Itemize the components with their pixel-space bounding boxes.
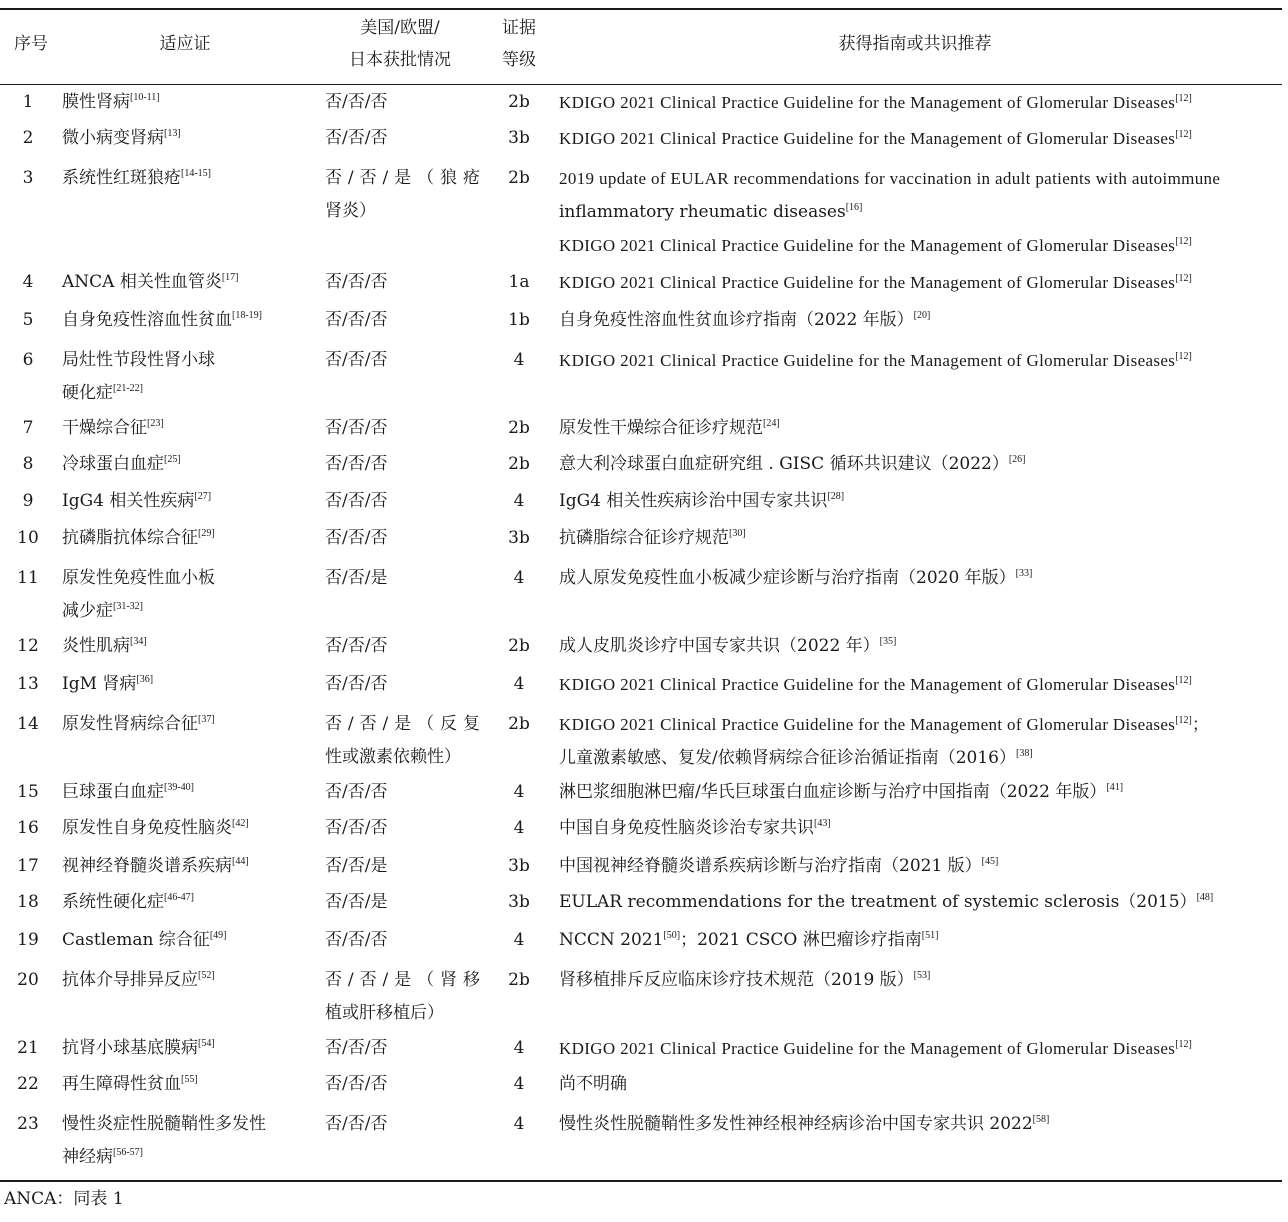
row-indication: Castleman 综合征[49]: [62, 930, 227, 950]
citation-ref: [39-40]: [164, 782, 194, 793]
row-number: 23: [17, 1114, 39, 1134]
row-indication: 原发性自身免疫性脑炎[42]: [62, 818, 249, 838]
row-approval: 否/否/是（肾移 植或肝移植后）: [325, 970, 480, 1023]
table-header-rule: [0, 84, 1282, 85]
citation-ref: [12]: [1175, 1039, 1192, 1050]
row-guideline: 抗磷脂综合征诊疗规范[30]: [559, 528, 746, 548]
citation-ref: [17]: [221, 272, 239, 283]
citation-ref: [24]: [763, 418, 780, 429]
row-evidence-level: 2b: [508, 168, 530, 188]
citation-ref: [42]: [232, 818, 249, 829]
row-indication: 慢性炎症性脱髓鞘性多发性 神经病[56-57]: [62, 1114, 266, 1167]
header-approval-line1: 美国/欧盟/: [360, 18, 440, 38]
row-approval: 否/否/否: [325, 491, 388, 511]
row-evidence-level: 1a: [508, 272, 530, 292]
row-evidence-level: 3b: [508, 856, 530, 876]
header-indication: 适应证: [159, 34, 211, 54]
row-guideline: KDIGO 2021 Clinical Practice Guideline for the Management of Glomerular Diseases[12]: [559, 1039, 1192, 1058]
row-number: 15: [17, 782, 39, 802]
row-guideline: KDIGO 2021 Clinical Practice Guideline for the Management of Glomerular Diseases[12]: [559, 351, 1192, 370]
citation-ref: [48]: [1196, 892, 1214, 903]
row-number: 20: [17, 970, 39, 990]
citation-ref: [12]: [1175, 236, 1192, 247]
citation-ref: [12]: [1175, 273, 1192, 284]
row-approval: 否/否/否: [325, 930, 388, 950]
citation-ref: [27]: [194, 491, 212, 502]
citation-ref: [37]: [198, 714, 215, 725]
citation-ref: [23]: [147, 418, 164, 429]
row-number: 13: [17, 674, 39, 694]
row-number: 22: [17, 1074, 39, 1094]
row-evidence-level: 4: [513, 491, 525, 511]
citation-ref: [12]: [1175, 351, 1192, 362]
row-indication: 膜性肾病[10-11]: [62, 92, 160, 112]
citation-ref: [31-32]: [113, 601, 143, 612]
row-indication: 原发性免疫性血小板 减少症[31-32]: [62, 568, 215, 621]
row-approval: 否/否/否: [325, 528, 388, 548]
citation-ref: [28]: [827, 491, 845, 502]
row-evidence-level: 3b: [508, 892, 530, 912]
row-indication: 巨球蛋白血症[39-40]: [62, 782, 194, 802]
citation-ref: [12]: [1175, 675, 1192, 686]
row-evidence-level: 4: [513, 1074, 525, 1094]
row-number: 2: [22, 128, 34, 148]
row-approval: 否/否/否: [325, 454, 388, 474]
row-approval: 否/否/是: [325, 892, 388, 912]
header-guideline: 获得指南或共识推荐: [838, 34, 992, 54]
citation-ref: [41]: [1106, 782, 1124, 793]
header-approval-line2: 日本获批情况: [349, 50, 451, 70]
row-indication: 再生障碍性贫血[55]: [62, 1074, 198, 1094]
citation-ref: [12]: [1175, 93, 1192, 104]
row-indication: IgM 肾病[36]: [62, 674, 154, 694]
row-approval: 否/否/否: [325, 418, 388, 438]
citation-ref: [38]: [1016, 748, 1033, 759]
citation-ref: [51]: [921, 930, 939, 941]
header-level: [490, 12, 548, 76]
row-approval: 否/否/否: [325, 674, 388, 694]
citation-ref: [30]: [729, 528, 746, 539]
row-guideline: 慢性炎性脱髓鞘性多发性神经根神经病诊治中国专家共识 2022[58]: [559, 1114, 1050, 1134]
citation-ref: [21-22]: [113, 383, 143, 394]
citation-ref: [58]: [1032, 1114, 1050, 1125]
row-guideline: 成人皮肌炎诊疗中国专家共识（2022 年）[35]: [559, 636, 897, 656]
row-guideline: KDIGO 2021 Clinical Practice Guideline for the Management of Glomerular Diseases[12]； 儿童激素敏感、复发/依赖肾病综合征诊治循证指南（2016）[38]: [559, 715, 1209, 768]
row-guideline: NCCN 2021[50]；2021 CSCO 淋巴瘤诊疗指南[51]: [559, 930, 939, 950]
row-indication: 自身免疫性溶血性贫血[18-19]: [62, 310, 262, 330]
citation-ref: [33]: [1015, 568, 1033, 579]
row-approval: 否/否/否: [325, 818, 388, 838]
row-number: 8: [22, 454, 34, 474]
row-approval: 否/否/是（反复 性或激素依赖性）: [325, 714, 480, 767]
row-indication: 原发性肾病综合征[37]: [62, 714, 215, 734]
row-number: 21: [17, 1038, 39, 1058]
row-approval: 否/否/否: [325, 1114, 388, 1134]
row-guideline: 意大利冷球蛋白血症研究组 . GISC 循环共识建议（2022）[26]: [559, 454, 1026, 474]
table-top-rule: [0, 8, 1282, 10]
citation-ref: [29]: [198, 528, 215, 539]
row-indication: IgG4 相关性疾病[27]: [62, 491, 212, 511]
row-guideline: KDIGO 2021 Clinical Practice Guideline for the Management of Glomerular Diseases[12]: [559, 675, 1192, 694]
row-approval: 否/否/否: [325, 1074, 388, 1094]
citation-ref: [35]: [879, 636, 897, 647]
row-evidence-level: 4: [513, 782, 525, 802]
citation-ref: [50]: [663, 930, 681, 941]
citation-ref: [13]: [164, 128, 181, 139]
row-number: 4: [22, 272, 34, 292]
row-guideline: 自身免疫性溶血性贫血诊疗指南（2022 年版）[20]: [559, 310, 931, 330]
row-approval: 否/否/否: [325, 272, 388, 292]
citation-ref: [14-15]: [181, 168, 211, 179]
citation-ref: [53]: [913, 970, 931, 981]
citation-ref: [44]: [232, 856, 249, 867]
header-approval: [320, 12, 480, 76]
row-number: 18: [17, 892, 39, 912]
row-number: 11: [17, 568, 39, 588]
row-approval: 否/否/否: [325, 128, 388, 148]
row-indication: 干燥综合征[23]: [62, 418, 164, 438]
citation-ref: [45]: [981, 856, 999, 867]
row-approval: 否/否/否: [325, 92, 388, 112]
citation-ref: [52]: [198, 970, 215, 981]
citation-ref: [49]: [209, 930, 227, 941]
row-number: 12: [17, 636, 39, 656]
row-indication: 抗肾小球基底膜病[54]: [62, 1038, 215, 1058]
citation-ref: [34]: [130, 636, 147, 647]
row-indication: 炎性肌病[34]: [62, 636, 147, 656]
citation-ref: [10-11]: [130, 92, 160, 103]
row-indication: 微小病变肾病[13]: [62, 128, 181, 148]
citation-ref: [46-47]: [164, 892, 194, 903]
row-evidence-level: 3b: [508, 128, 530, 148]
row-number: 3: [22, 168, 34, 188]
row-guideline: 中国自身免疫性脑炎诊治专家共识[43]: [559, 818, 831, 838]
citation-ref: [12]: [1175, 715, 1192, 726]
row-indication: 局灶性节段性肾小球 硬化症[21-22]: [62, 350, 215, 403]
row-number: 19: [17, 930, 39, 950]
row-number: 7: [22, 418, 34, 438]
citation-ref: [18-19]: [232, 310, 262, 321]
citation-ref: [16]: [845, 202, 863, 213]
header-level-line1: 证据: [502, 18, 536, 38]
row-evidence-level: 2b: [508, 636, 530, 656]
citation-ref: [56-57]: [113, 1147, 143, 1158]
table-footnote: ANCA：同表 1: [4, 1189, 124, 1209]
row-evidence-level: 4: [513, 930, 525, 950]
row-evidence-level: 4: [513, 350, 525, 370]
row-guideline: 尚不明确: [559, 1074, 627, 1094]
citation-ref: [36]: [136, 674, 154, 685]
row-approval: 否/否/否: [325, 782, 388, 802]
row-number: 14: [17, 714, 39, 734]
row-guideline: IgG4 相关性疾病诊治中国专家共识[28]: [559, 491, 845, 511]
row-guideline: KDIGO 2021 Clinical Practice Guideline for the Management of Glomerular Diseases[12]: [559, 273, 1192, 292]
row-approval: 否/否/是（狼疮 肾炎）: [325, 168, 480, 221]
header-no: 序号: [14, 34, 48, 54]
row-approval: 否/否/否: [325, 350, 388, 370]
table-bottom-rule: [0, 1180, 1282, 1182]
row-guideline: KDIGO 2021 Clinical Practice Guideline for the Management of Glomerular Diseases[12]: [559, 129, 1192, 148]
row-evidence-level: 4: [513, 568, 525, 588]
row-guideline: 淋巴浆细胞淋巴瘤/华氏巨球蛋白血症诊断与治疗中国指南（2022 年版）[41]: [559, 782, 1124, 802]
header-level-line2: 等级: [502, 50, 536, 70]
row-guideline: 成人原发免疫性血小板减少症诊断与治疗指南（2020 年版）[33]: [559, 568, 1033, 588]
row-number: 16: [17, 818, 39, 838]
row-indication: 系统性硬化症[46-47]: [62, 892, 194, 912]
row-number: 10: [17, 528, 39, 548]
row-approval: 否/否/否: [325, 636, 388, 656]
row-number: 5: [22, 310, 34, 330]
row-approval: 否/否/否: [325, 310, 388, 330]
citation-ref: [20]: [913, 310, 931, 321]
row-approval: 否/否/是: [325, 856, 388, 876]
row-guideline: 原发性干燥综合征诊疗规范[24]: [559, 418, 780, 438]
row-evidence-level: 4: [513, 1114, 525, 1134]
row-indication: 系统性红斑狼疮[14-15]: [62, 168, 211, 188]
row-approval: 否/否/是: [325, 568, 388, 588]
row-evidence-level: 3b: [508, 528, 530, 548]
citation-ref: [55]: [181, 1074, 198, 1085]
citation-ref: [26]: [1008, 454, 1026, 465]
row-evidence-level: 2b: [508, 454, 530, 474]
citation-ref: [43]: [814, 818, 831, 829]
citation-ref: [12]: [1175, 129, 1192, 140]
row-indication: 视神经脊髓炎谱系疾病[44]: [62, 856, 249, 876]
row-evidence-level: 4: [513, 1038, 525, 1058]
row-approval: 否/否/否: [325, 1038, 388, 1058]
row-guideline: 肾移植排斥反应临床诊疗技术规范（2019 版）[53]: [559, 970, 931, 990]
row-evidence-level: 2b: [508, 714, 530, 734]
citation-ref: [54]: [198, 1038, 215, 1049]
row-guideline: 2019 update of EULAR recommendations for vaccination in adult patients with autoimmune inflammatory rheumatic diseases[16] KDIGO 2021 Clinical Practice Guideline for the Management of Glomerular Diseases[12]: [559, 169, 1221, 255]
row-indication: 抗磷脂抗体综合征[29]: [62, 528, 215, 548]
row-number: 17: [17, 856, 39, 876]
row-indication: 冷球蛋白血症[25]: [62, 454, 181, 474]
row-indication: ANCA 相关性血管炎[17]: [62, 272, 239, 292]
row-evidence-level: 2b: [508, 92, 530, 112]
row-number: 1: [22, 92, 34, 112]
row-evidence-level: 4: [513, 818, 525, 838]
row-guideline: EULAR recommendations for the treatment of systemic sclerosis（2015）[48]: [559, 892, 1214, 912]
row-guideline: 中国视神经脊髓炎谱系疾病诊断与治疗指南（2021 版）[45]: [559, 856, 999, 876]
row-evidence-level: 1b: [508, 310, 530, 330]
row-evidence-level: 4: [513, 674, 525, 694]
row-number: 9: [22, 491, 34, 511]
row-indication: 抗体介导排异反应[52]: [62, 970, 215, 990]
row-guideline: KDIGO 2021 Clinical Practice Guideline for the Management of Glomerular Diseases[12]: [559, 93, 1192, 112]
row-evidence-level: 2b: [508, 418, 530, 438]
row-number: 6: [22, 350, 34, 370]
citation-ref: [25]: [164, 454, 181, 465]
row-evidence-level: 2b: [508, 970, 530, 990]
